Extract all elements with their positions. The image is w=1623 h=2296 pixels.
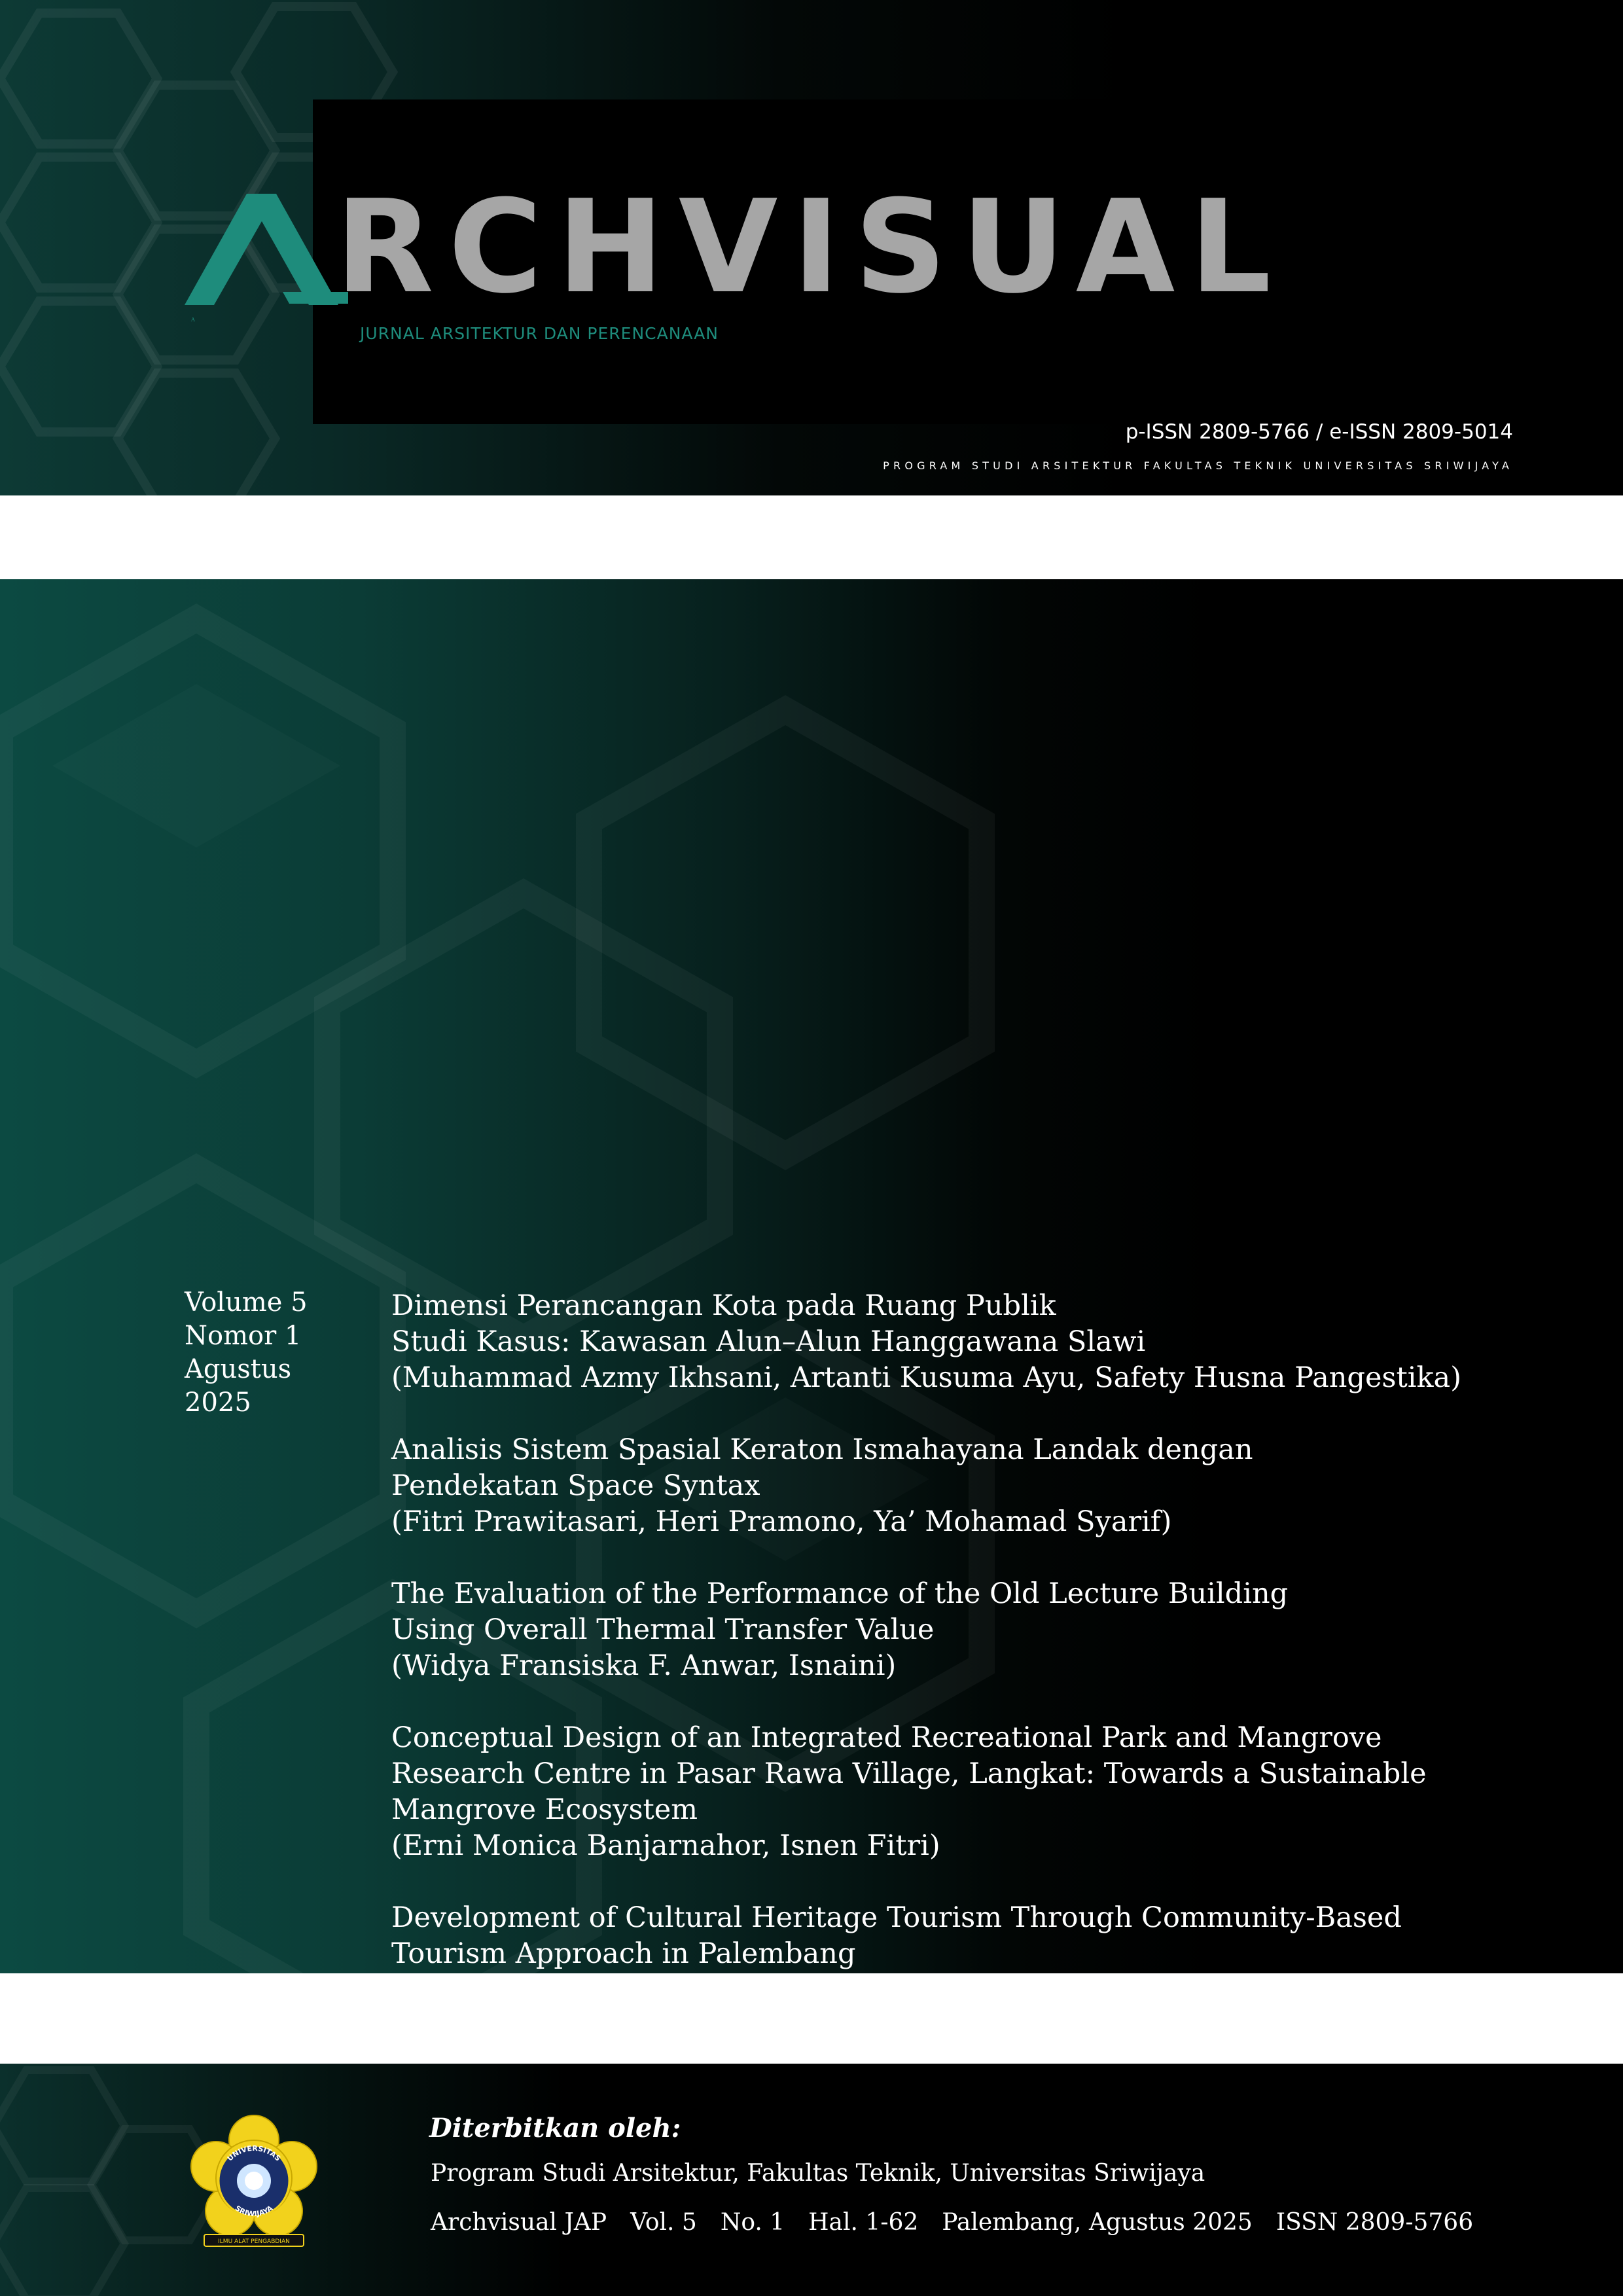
journal-subtitle: JURNAL ARSITEKTUR DAN PERENCANAAN	[360, 324, 719, 343]
footer-pages: Hal. 1-62	[808, 2209, 919, 2236]
journal-info-line	[431, 2209, 1497, 2236]
issn-header: p-ISSN 2809-5766 / e-ISSN 2809-5014	[1125, 420, 1513, 444]
journal-title: RCHVISUAL	[335, 173, 1286, 322]
masthead-a-letter: A	[191, 317, 195, 323]
issue-number: Nomor 1	[185, 1321, 302, 1351]
article-title-line: Tourism Approach in Palembang	[391, 1937, 856, 1970]
article-entry	[391, 1576, 1543, 1684]
issue-month: Agustus	[185, 1354, 292, 1384]
publisher-name: Program Studi Arsitektur, Fakultas Teknik, Universitas Sriwijaya	[431, 2160, 1205, 2187]
journal-abbrev: Archvisual JAP	[431, 2209, 607, 2236]
header-band	[0, 0, 1623, 495]
article-authors	[391, 1972, 1543, 1973]
masthead-a-logo	[185, 194, 348, 325]
article-title-line: Pendekatan Space Syntax	[391, 1469, 760, 1502]
logo-top-text: UNIVERSITAS	[225, 2144, 283, 2163]
article-authors: (Fitri Prawitasari, Heri Pramono, Ya’ Mohamad Syarif)	[391, 1505, 1172, 1538]
article-authors: (Widya Fransiska F. Anwar, Isnaini)	[391, 1649, 897, 1682]
issue-year: 2025	[185, 1388, 251, 1418]
article-title-line: Dimensi Perancangan Kota pada Ruang Publik	[391, 1289, 1056, 1322]
table-of-contents	[391, 1288, 1543, 1973]
footer-place-date: Palembang, Agustus 2025	[942, 2209, 1253, 2236]
issue-volume: Volume 5	[185, 1287, 308, 1318]
article-authors: (Muhammad Azmy Ikhsani, Artanti Kusuma Ayu, Safety Husna Pangestika)	[391, 1361, 1461, 1394]
article-entry	[391, 1720, 1543, 1864]
contents-band	[0, 579, 1623, 1973]
article-entry	[391, 1900, 1543, 1973]
article-entry	[391, 1288, 1543, 1396]
published-by-label: Diterbitkan oleh:	[429, 2113, 681, 2144]
journal-masthead	[185, 173, 1520, 323]
article-title-line: Research Centre in Pasar Rawa Village, Langkat: Towards a Sustainable	[391, 1757, 1427, 1790]
footer-issn: ISSN 2809-5766	[1275, 2209, 1474, 2236]
article-title-line: Development of Cultural Heritage Tourism Through Community-Based	[391, 1901, 1402, 1934]
article-title-line: Mangrove Ecosystem	[391, 1793, 698, 1826]
issue-info	[185, 1286, 308, 1420]
article-authors: (Erni Monica Banjarnahor, Isnen Fitri)	[391, 1829, 940, 1862]
article-title-line: Using Overall Thermal Transfer Value	[391, 1613, 935, 1646]
logo-motto: ILMU ALAT PENGABDIAN	[218, 2238, 290, 2245]
footer-number: No. 1	[720, 2209, 785, 2236]
program-name: PROGRAM STUDI ARSITEKTUR FAKULTAS TEKNIK UNIVERSITAS SRIWIJAYA	[883, 459, 1513, 472]
article-entry	[391, 1432, 1543, 1540]
article-title-line: Conceptual Design of an Integrated Recreational Park and Mangrove	[391, 1721, 1382, 1754]
article-title-line: Analisis Sistem Spasial Keraton Ismahayana Landak dengan	[391, 1433, 1253, 1466]
university-logo	[185, 2113, 323, 2251]
footer-volume: Vol. 5	[630, 2209, 697, 2236]
article-title-line: The Evaluation of the Performance of the Old Lecture Building	[391, 1577, 1289, 1610]
logo-bottom-text: SRIWIJAYA	[233, 2204, 275, 2219]
article-title-line: Studi Kasus: Kawasan Alun–Alun Hanggawana Slawi	[391, 1325, 1146, 1358]
